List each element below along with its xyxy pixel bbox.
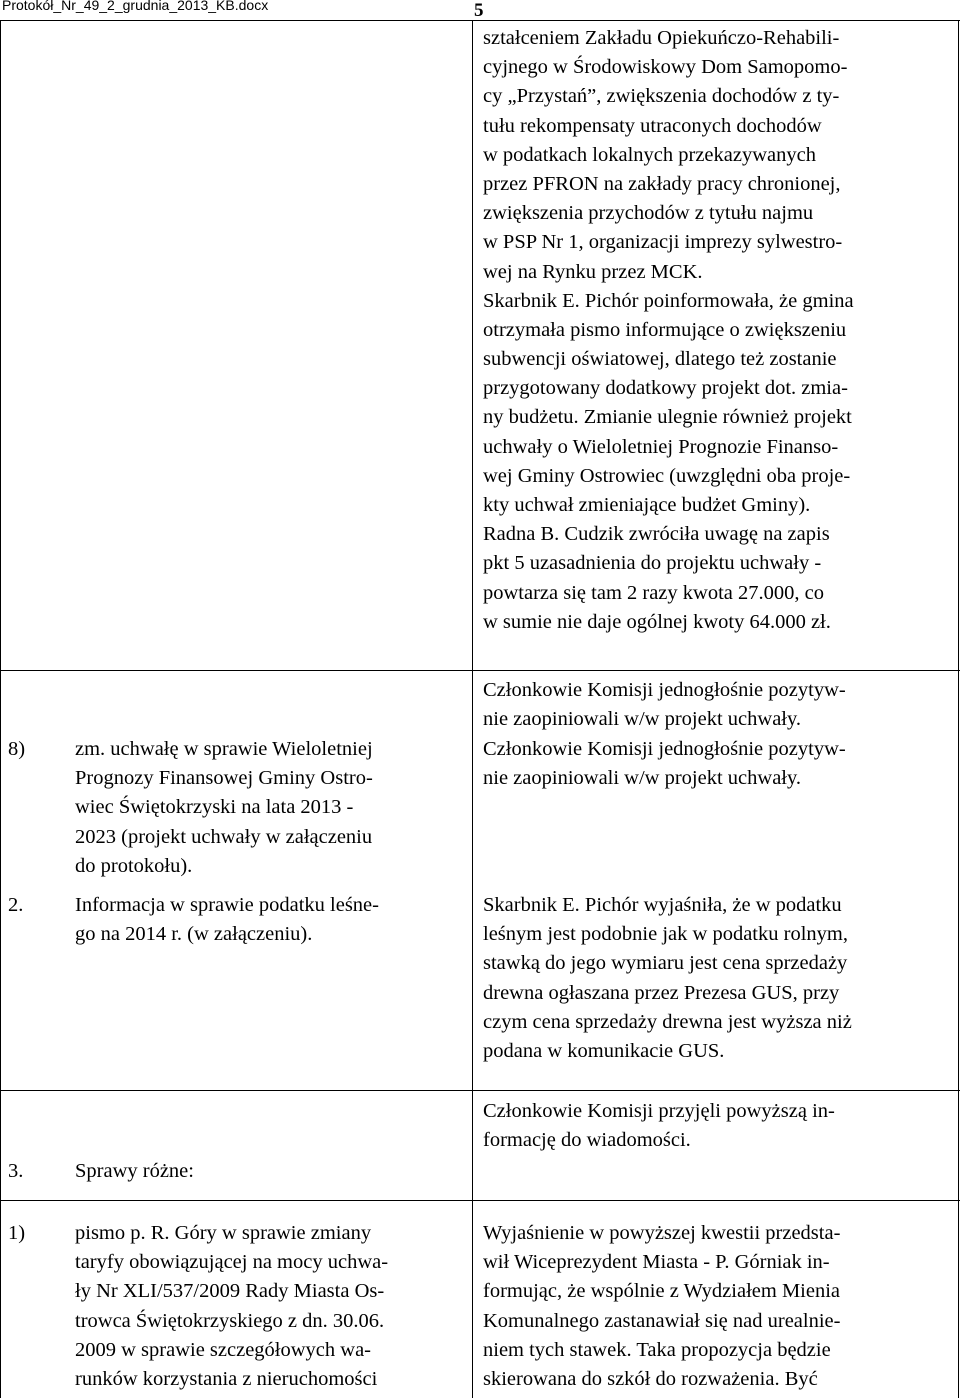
- text-line: kty uchwał zmieniające budżet Gminy).: [483, 494, 811, 516]
- text-line: otrzymała pismo informujące o zwiększeniu: [483, 318, 847, 341]
- text-line: zwiększenia przychodów z tytułu najmu: [483, 202, 814, 225]
- right-top-paragraph: [483, 24, 854, 637]
- text-line: wiec Świętokrzyski na lata 2013 -: [75, 796, 354, 819]
- text-line: w PSP Nr 1, organizacji imprezy sylwestro-: [483, 231, 843, 254]
- right-tax-paragraph: [483, 891, 852, 1066]
- text-line: Członkowie Komisji przyjęli powyższą in-: [483, 1100, 835, 1122]
- text-line: formując, że wspólnie z Wydziałem Mienia: [483, 1280, 841, 1303]
- text-line: trowca Świętokrzyskiego z dn. 30.06.: [75, 1309, 385, 1332]
- text-line: Członkowie Komisji jednogłośnie pozytyw-: [483, 738, 846, 760]
- right-opinion-2: [483, 735, 846, 793]
- text-line: wił Wiceprezydent Miasta - P. Górniak in-: [483, 1251, 830, 1274]
- text-line: zm. uchwałę w sprawie Wieloletniej: [75, 738, 373, 760]
- text-line: nie zaopiniowali w/w projekt uchwały.: [483, 767, 802, 790]
- table-column-divider: [472, 20, 473, 1398]
- text-line: cy „Przystań”, zwiększenia dochodów z ty-: [483, 85, 840, 108]
- item-3-label: Sprawy różne:: [75, 1160, 194, 1182]
- item-8-number: 8): [8, 738, 26, 760]
- table-row-divider: [0, 670, 960, 671]
- item-2-number: 2.: [8, 894, 24, 916]
- text-line: wej na Rynku przez MCK.: [483, 260, 703, 283]
- text-line: 2023 (projekt uchwały w załączeniu: [75, 825, 373, 848]
- right-explain-paragraph: [483, 1219, 840, 1394]
- text-line: przez PFRON na zakłady pracy chronionej,: [483, 172, 841, 195]
- text-line: czym cena sprzedaży drewna jest wyższa niż: [483, 1010, 852, 1033]
- text-line: pkt 5 uzasadnienia do projektu uchwały -: [483, 552, 822, 575]
- text-line: subwencji oświatowej, dlatego też zostanie: [483, 348, 837, 371]
- text-line: ształceniem Zakładu Opiekuńczo-Rehabili-: [483, 27, 840, 49]
- text-line: ły Nr XLI/537/2009 Rady Miasta Os-: [75, 1280, 385, 1303]
- text-line: drewna ogłaszana przez Prezesa GUS, przy: [483, 981, 840, 1004]
- text-line: w podatkach lokalnych przekazywanych: [483, 143, 816, 166]
- text-line: niem tych stawek. Taka propozycja będzie: [483, 1338, 831, 1361]
- text-line: powtarza się tam 2 razy kwota 27.000, co: [483, 581, 824, 604]
- right-accepted-paragraph: [483, 1097, 835, 1155]
- item-2-text: [75, 891, 379, 949]
- text-line: stawką do jego wymiaru jest cena sprzedaży: [483, 952, 848, 975]
- item-1-text: [75, 1219, 388, 1394]
- text-line: Skarbnik E. Pichór wyjaśniła, że w podatku: [483, 894, 842, 916]
- text-line: pismo p. R. Góry w sprawie zmiany: [75, 1222, 372, 1244]
- text-line: Komunalnego zastanawiał się nad urealnie-: [483, 1309, 841, 1332]
- text-line: skierowana do szkół do rozważenia. Być: [483, 1367, 818, 1390]
- text-line: tułu rekompensaty utraconych dochodów: [483, 114, 822, 137]
- text-line: Wyjaśnienie w powyższej kwestii przedsta-: [483, 1222, 841, 1244]
- text-line: Prognozy Finansowej Gminy Ostro-: [75, 767, 373, 790]
- text-line: wej Gminy Ostrowiec (uwzględni oba proje-: [483, 464, 851, 487]
- text-line: cyjnego w Środowiskowy Dom Samopomo-: [483, 56, 848, 79]
- text-line: ny budżetu. Zmianie ulegnie również projekt: [483, 406, 852, 429]
- text-line: formację do wiadomości.: [483, 1129, 691, 1152]
- text-line: przygotowany dodatkowy projekt dot. zmia-: [483, 377, 848, 400]
- text-line: 2009 w sprawie szczegółowych wa-: [75, 1338, 372, 1361]
- table-border-right: [958, 20, 959, 1398]
- item-1-number: 1): [8, 1222, 26, 1244]
- item-3-number: 3.: [8, 1160, 24, 1182]
- table-row-divider: [0, 1090, 960, 1091]
- text-line: runków korzystania z nieruchomości: [75, 1367, 378, 1390]
- text-line: taryfy obowiązującej na mocy uchwa-: [75, 1251, 389, 1274]
- text-line: Informacja w sprawie podatku leśne-: [75, 894, 379, 916]
- text-line: go na 2014 r. (w załączeniu).: [75, 923, 313, 946]
- text-line: Członkowie Komisji jednogłośnie pozytyw-: [483, 679, 846, 701]
- text-line: leśnym jest podobnie jak w podatku rolnym,: [483, 923, 848, 946]
- text-line: uchwały o Wieloletniej Prognozie Finanso-: [483, 435, 839, 458]
- table-row-divider: [0, 1200, 960, 1201]
- text-line: Radna B. Cudzik zwróciła uwagę na zapis: [483, 523, 830, 546]
- document-file-name: Protokół_Nr_49_2_grudnia_2013_KB.docx: [2, 0, 269, 13]
- right-opinion-1: [483, 676, 846, 734]
- text-line: nie zaopiniowali w/w projekt uchwały.: [483, 708, 802, 731]
- page-number: 5: [474, 0, 484, 21]
- text-line: podana w komunikacie GUS.: [483, 1039, 725, 1062]
- text-line: do protokołu).: [75, 854, 193, 877]
- table-border-left: [0, 20, 1, 1398]
- text-line: w sumie nie daje ogólnej kwoty 64.000 zł.: [483, 610, 831, 633]
- item-8-text: [75, 735, 373, 881]
- text-line: Skarbnik E. Pichór poinformowała, że gmina: [483, 289, 854, 312]
